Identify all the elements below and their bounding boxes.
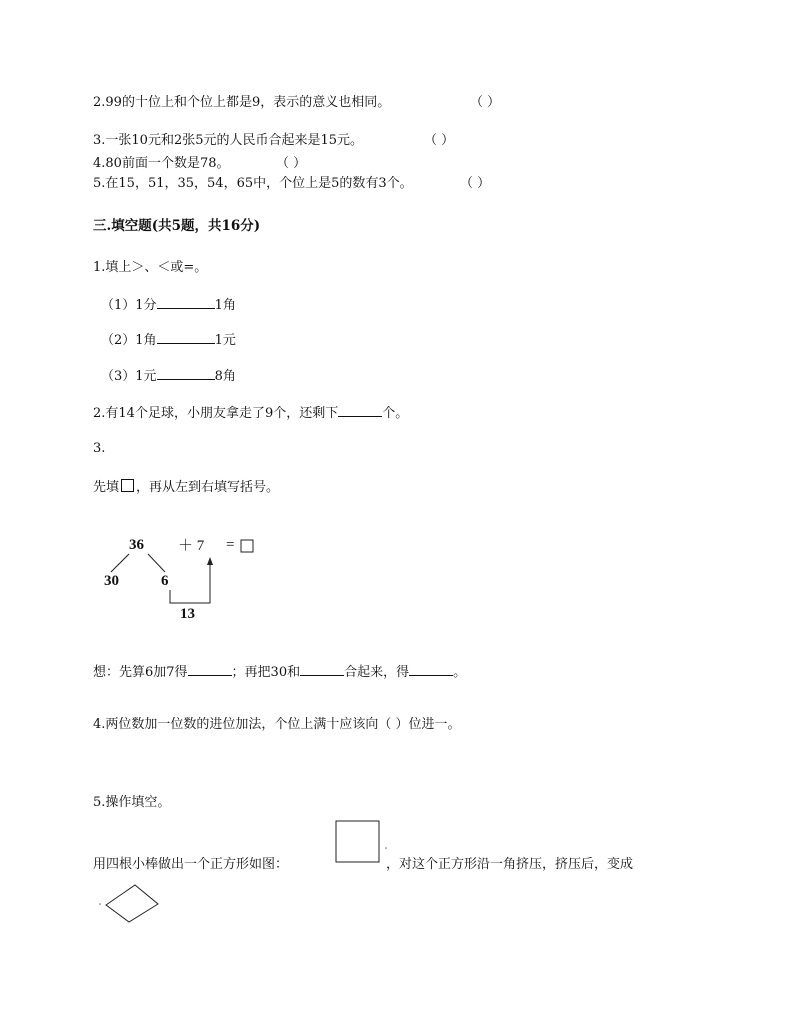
- judge-q5-paren[interactable]: （ ）: [460, 176, 491, 191]
- fill-q5-text-b: ，对这个正方形沿一角挤压，挤压后，变成: [386, 857, 634, 872]
- think-text-c: 合起来，得: [344, 665, 410, 680]
- item-right: 1元: [214, 333, 236, 348]
- item-number: （1）: [101, 298, 136, 313]
- judge-q2-text: 2.99的十位上和个位上都是9，表示的意义也相同。: [93, 95, 391, 110]
- think-text-d: 。: [453, 665, 467, 680]
- item-left: 1角: [135, 333, 157, 348]
- fill-q4: 4.两位数加一位数的进位加法，个位上满十应该向（ ）位进一。: [93, 717, 461, 732]
- rhombus-figure: [106, 885, 158, 922]
- diagram-mid-number: 6: [161, 573, 169, 589]
- fill-q1-intro: 1.填上＞、＜或=。: [93, 260, 208, 275]
- fill-q5-text-a: 用四根小棒做出一个正方形如图：: [93, 857, 289, 872]
- think-text-a: 想：先算6加7得: [93, 665, 188, 680]
- judge-q4-paren[interactable]: （ ）: [276, 156, 307, 171]
- diagram-bottom-number: 13: [180, 606, 195, 622]
- fill-q5-title: 5.操作填空。: [93, 795, 171, 810]
- diagram-left-number: 30: [104, 573, 119, 589]
- item-number: （3）: [101, 369, 136, 384]
- item-right: 8角: [214, 369, 236, 384]
- judge-q5: 5.在15，51，35，54，65中，个位上是5的数有3个。: [93, 176, 413, 191]
- fill-q3-number: 3.: [93, 441, 106, 456]
- diagram-equals: =: [226, 537, 235, 553]
- item-left: 1元: [135, 369, 157, 384]
- intro-text-b: ，再从左到右填写括号。: [136, 480, 280, 495]
- judge-q3-paren[interactable]: （ ）: [424, 133, 455, 148]
- intro-text-a: 先填: [93, 480, 120, 495]
- diagram-plus-seven: ＋ 7: [178, 538, 205, 554]
- q2-text-a: 2.有14个足球，小朋友拿走了9个，还剩下: [93, 406, 339, 421]
- dot-mark: [99, 903, 101, 905]
- item-number: （2）: [101, 333, 136, 348]
- item-right: 1角: [214, 298, 236, 313]
- think-text-b: ；再把30和: [231, 665, 301, 680]
- q2-text-b: 个。: [382, 406, 409, 421]
- judge-q2-paren[interactable]: （ ）: [470, 95, 501, 110]
- square-figure: [336, 821, 379, 862]
- judge-q3: 3.一张10元和2张5元的人民币合起来是15元。: [93, 133, 364, 148]
- dot-mark: [385, 847, 387, 849]
- diagram-top-number: 36: [129, 537, 144, 553]
- section-title: 三.填空题(共5题，共16分): [93, 218, 261, 234]
- judge-q4: 4.80前面一个数是78。: [93, 156, 230, 171]
- item-left: 1分: [135, 298, 157, 313]
